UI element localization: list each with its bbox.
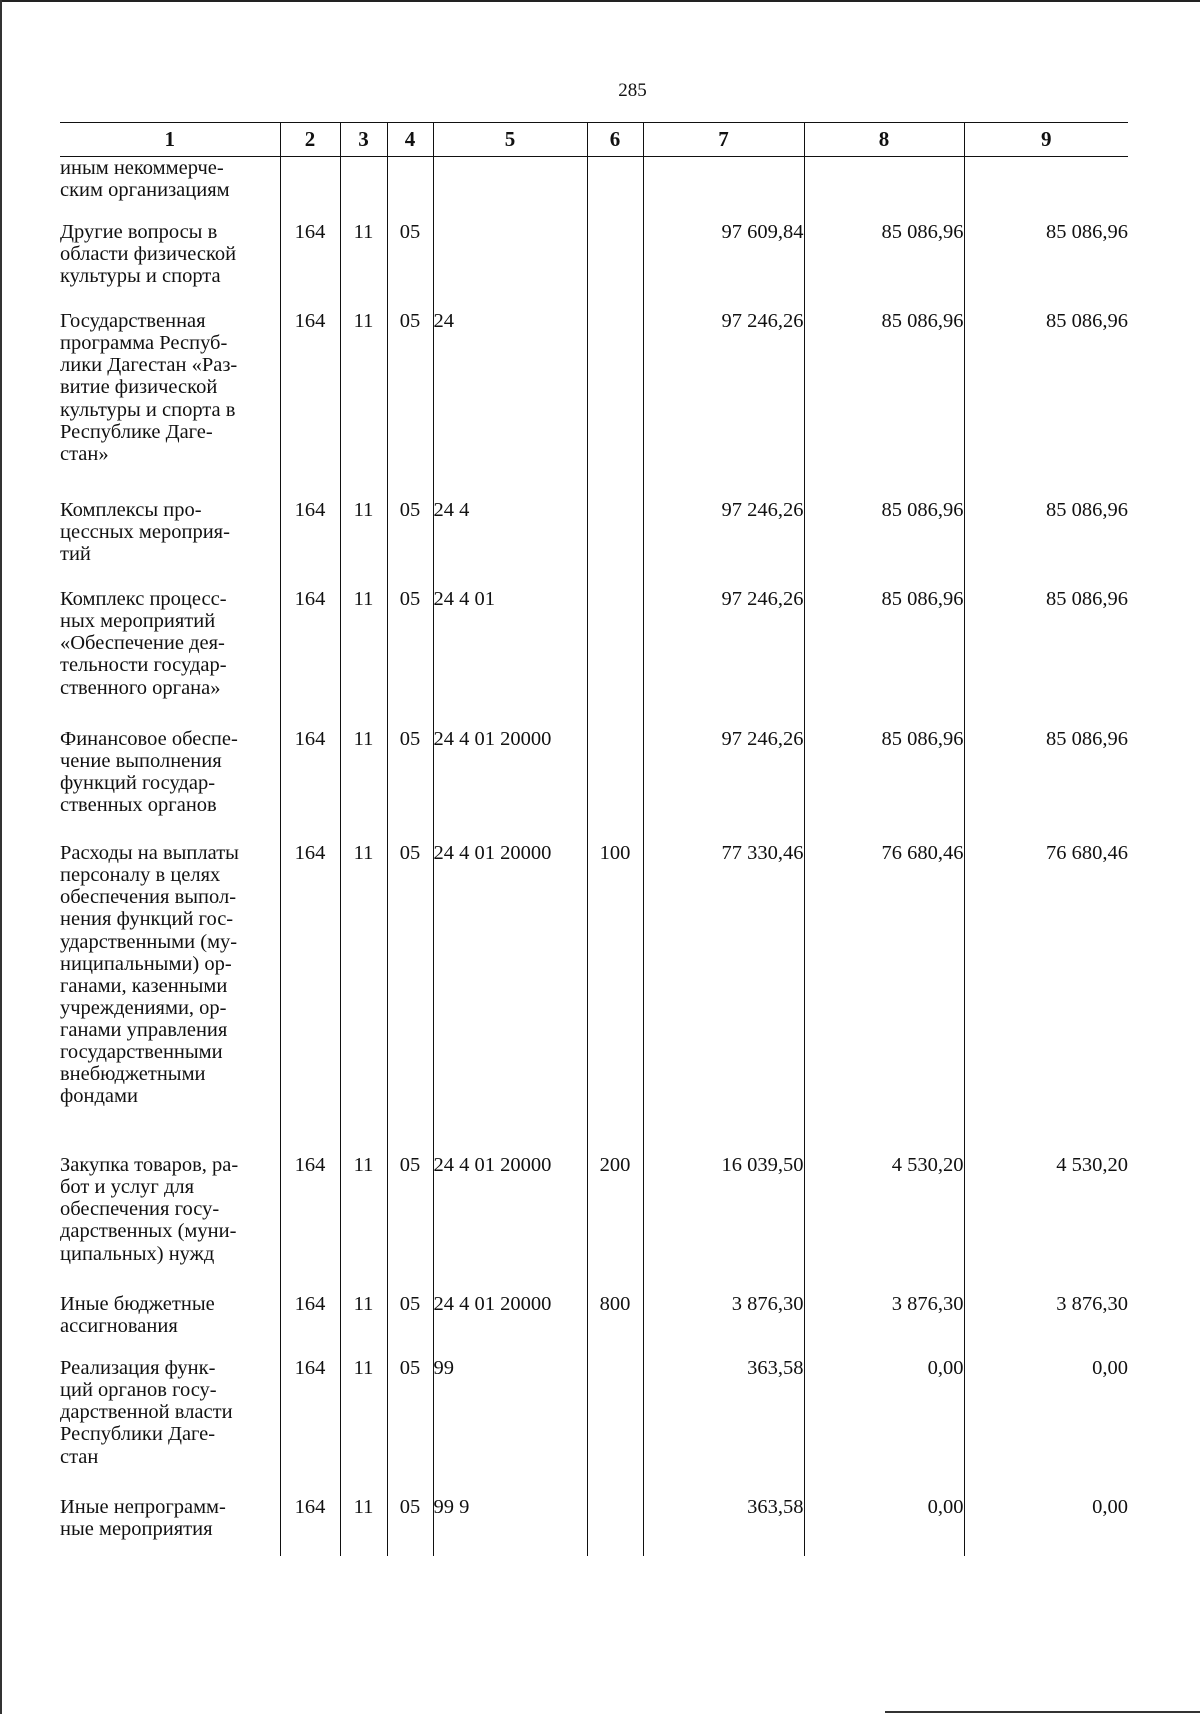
- cell-col6: [587, 1496, 643, 1556]
- row-name: Комплексы про- цессных мероприя- тий: [60, 499, 280, 588]
- cell-col2: 164: [280, 1293, 340, 1357]
- table-row: [60, 728, 1128, 842]
- table-row: [60, 499, 1128, 588]
- cell-col8: [804, 157, 964, 222]
- cell-col7: [643, 157, 804, 222]
- cell-col6: [587, 221, 643, 310]
- cell-col3: 11: [340, 1154, 387, 1293]
- scan-edge-left: [0, 0, 2, 1714]
- cell-col2: [280, 157, 340, 222]
- cell-col7: 97 246,26: [643, 310, 804, 499]
- cell-col9: 85 086,96: [964, 588, 1128, 728]
- cell-col5: 24: [433, 310, 587, 499]
- table-row: [60, 842, 1128, 1154]
- cell-col4: 05: [387, 1357, 433, 1496]
- cell-col6: [587, 728, 643, 842]
- cell-col5: 24 4 01 20000: [433, 1293, 587, 1357]
- cell-col9: 0,00: [964, 1357, 1128, 1496]
- cell-col2: 164: [280, 1496, 340, 1556]
- table-row: [60, 221, 1128, 310]
- cell-col2: 164: [280, 728, 340, 842]
- row-name: Реализация функ- ций органов госу- дарственной власти Республики Даге- стан: [60, 1357, 280, 1496]
- cell-col5: 24 4 01 20000: [433, 728, 587, 842]
- row-name: Иные бюджетные ассигнования: [60, 1293, 280, 1357]
- cell-col3: 11: [340, 1496, 387, 1556]
- cell-col5: [433, 157, 587, 222]
- cell-col9: 4 530,20: [964, 1154, 1128, 1293]
- cell-col4: 05: [387, 728, 433, 842]
- col-header: 8: [804, 123, 964, 157]
- row-name: Государственная программа Респуб- лики Дагестан «Раз- витие физической культуры и спорта в Республике Даге- стан»: [60, 310, 280, 499]
- budget-table: [60, 122, 1128, 1556]
- row-name: Расходы на выплаты персоналу в целях обеспечения выпол- нения функций гос- ударственными (му- ниципальными) ор- ганами, казенными учреждениями, ор- ганами управления государственными внебюджетными фондами: [60, 842, 280, 1154]
- cell-col3: 11: [340, 1357, 387, 1496]
- cell-col8: 0,00: [804, 1357, 964, 1496]
- cell-col8: 4 530,20: [804, 1154, 964, 1293]
- cell-col2: 164: [280, 588, 340, 728]
- cell-col9: 0,00: [964, 1496, 1128, 1556]
- col-header: 9: [964, 123, 1128, 157]
- cell-col3: 11: [340, 728, 387, 842]
- page-number: 285: [618, 80, 647, 101]
- cell-col5: 24 4 01: [433, 588, 587, 728]
- table-row: [60, 1496, 1128, 1556]
- cell-col6: [587, 1357, 643, 1496]
- table-row: [60, 1154, 1128, 1293]
- cell-col7: 363,58: [643, 1357, 804, 1496]
- cell-col3: 11: [340, 310, 387, 499]
- cell-col9: [964, 157, 1128, 222]
- cell-col7: 16 039,50: [643, 1154, 804, 1293]
- col-header: 4: [387, 123, 433, 157]
- cell-col9: 3 876,30: [964, 1293, 1128, 1357]
- cell-col6: [587, 588, 643, 728]
- cell-col2: 164: [280, 221, 340, 310]
- row-name: Закупка товаров, ра- бот и услуг для обеспечения госу- дарственных (муни- ципальных) нужд: [60, 1154, 280, 1293]
- row-name: Иные непрограмм- ные мероприятия: [60, 1496, 280, 1556]
- cell-col4: 05: [387, 842, 433, 1154]
- cell-col7: 97 246,26: [643, 588, 804, 728]
- cell-col9: 85 086,96: [964, 221, 1128, 310]
- cell-col3: 11: [340, 842, 387, 1154]
- cell-col2: 164: [280, 1154, 340, 1293]
- cell-col5: 99 9: [433, 1496, 587, 1556]
- cell-col7: 97 609,84: [643, 221, 804, 310]
- cell-col9: 85 086,96: [964, 499, 1128, 588]
- table-row: [60, 1357, 1128, 1496]
- cell-col2: 164: [280, 310, 340, 499]
- cell-col4: 05: [387, 221, 433, 310]
- scan-edge-bottom: [885, 1711, 1200, 1713]
- col-header: 7: [643, 123, 804, 157]
- cell-col2: 164: [280, 499, 340, 588]
- col-header: 2: [280, 123, 340, 157]
- cell-col6: 800: [587, 1293, 643, 1357]
- cell-col6: 200: [587, 1154, 643, 1293]
- cell-col8: 0,00: [804, 1496, 964, 1556]
- table-row: [60, 310, 1128, 499]
- cell-col7: 97 246,26: [643, 728, 804, 842]
- cell-col9: 85 086,96: [964, 728, 1128, 842]
- header-row: [60, 123, 1128, 157]
- cell-col5: 24 4 01 20000: [433, 842, 587, 1154]
- scan-edge-top: [0, 0, 1200, 2]
- cell-col4: 05: [387, 1293, 433, 1357]
- cell-col8: 85 086,96: [804, 310, 964, 499]
- cell-col6: [587, 157, 643, 222]
- cell-col2: 164: [280, 1357, 340, 1496]
- cell-col3: 11: [340, 588, 387, 728]
- cell-col3: 11: [340, 499, 387, 588]
- cell-col3: 11: [340, 221, 387, 310]
- cell-col7: 77 330,46: [643, 842, 804, 1154]
- cell-col8: 76 680,46: [804, 842, 964, 1154]
- row-name: Комплекс процесс- ных мероприятий «Обеспечение дея- тельности государ- ственного органа»: [60, 588, 280, 728]
- cell-col4: 05: [387, 588, 433, 728]
- col-header: 6: [587, 123, 643, 157]
- cell-col8: 85 086,96: [804, 588, 964, 728]
- cell-col6: [587, 310, 643, 499]
- cell-col9: 85 086,96: [964, 310, 1128, 499]
- cell-col8: 85 086,96: [804, 221, 964, 310]
- cell-col7: 3 876,30: [643, 1293, 804, 1357]
- cell-col5: 24 4 01 20000: [433, 1154, 587, 1293]
- cell-col9: 76 680,46: [964, 842, 1128, 1154]
- col-header: 5: [433, 123, 587, 157]
- cell-col4: 05: [387, 310, 433, 499]
- cell-col4: 05: [387, 1154, 433, 1293]
- row-name: иным некоммерче- ским организациям: [60, 157, 280, 222]
- row-name: Другие вопросы в области физической культуры и спорта: [60, 221, 280, 310]
- cell-col8: 85 086,96: [804, 728, 964, 842]
- table-row: [60, 588, 1128, 728]
- col-header: 3: [340, 123, 387, 157]
- row-name: Финансовое обеспе- чение выполнения функций государ- ственных органов: [60, 728, 280, 842]
- cell-col3: [340, 157, 387, 222]
- cell-col7: 363,58: [643, 1496, 804, 1556]
- table-row: [60, 1293, 1128, 1357]
- cell-col5: [433, 221, 587, 310]
- cell-col4: 05: [387, 1496, 433, 1556]
- cell-col6: [587, 499, 643, 588]
- cell-col5: 99: [433, 1357, 587, 1496]
- cell-col2: 164: [280, 842, 340, 1154]
- cell-col4: 05: [387, 499, 433, 588]
- col-header: 1: [60, 123, 280, 157]
- cell-col6: 100: [587, 842, 643, 1154]
- cell-col7: 97 246,26: [643, 499, 804, 588]
- cell-col4: [387, 157, 433, 222]
- table-row: [60, 157, 1128, 222]
- cell-col8: 3 876,30: [804, 1293, 964, 1357]
- cell-col8: 85 086,96: [804, 499, 964, 588]
- cell-col5: 24 4: [433, 499, 587, 588]
- cell-col3: 11: [340, 1293, 387, 1357]
